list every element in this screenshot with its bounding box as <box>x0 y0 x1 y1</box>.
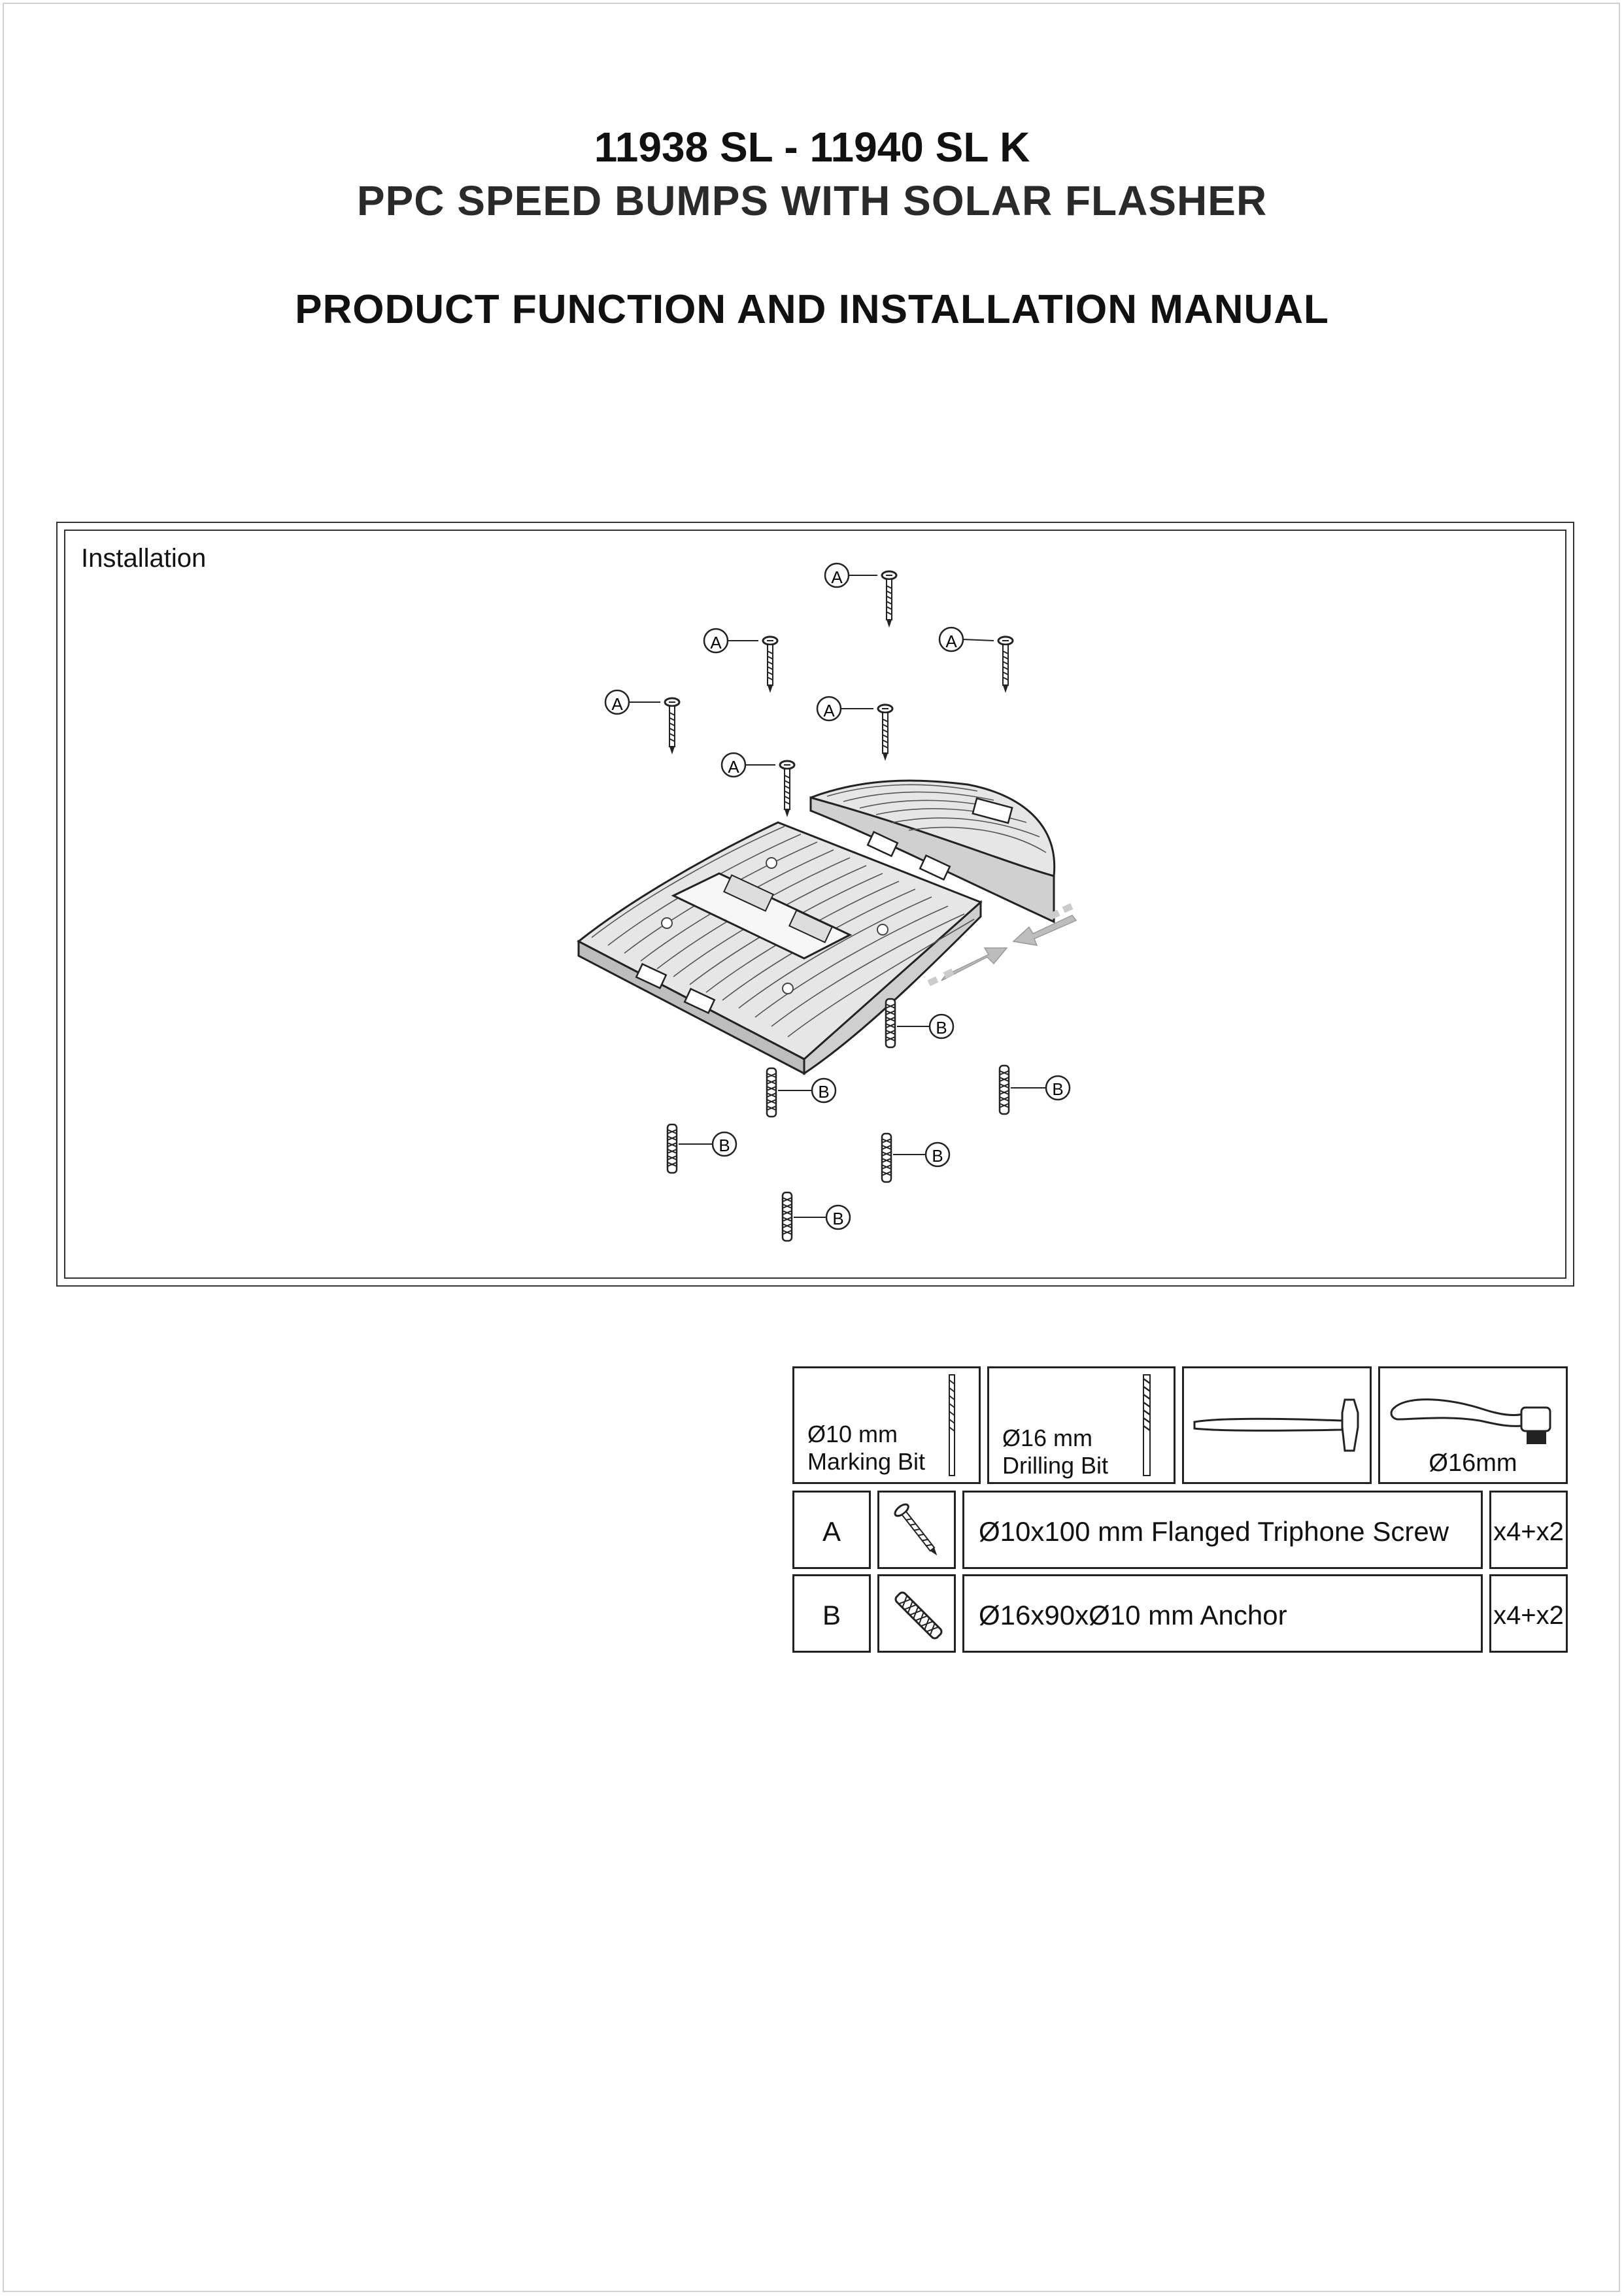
callout-b-text: B <box>719 1136 730 1155</box>
screw-icon <box>780 761 794 817</box>
part-id-cell <box>792 1491 871 1569</box>
manual-title: PRODUCT FUNCTION AND INSTALLATION MANUAL <box>295 287 1329 332</box>
part-id-label: A <box>822 1516 841 1547</box>
ratchet-size-label: Ø16mm <box>1429 1449 1517 1477</box>
screw-icon <box>886 1499 951 1564</box>
part-description: Ø16x90xØ10 mm Anchor <box>979 1600 1287 1630</box>
anchor-icon <box>886 999 895 1047</box>
tool-cell-hammer <box>1182 1366 1372 1484</box>
part-icon-cell <box>877 1491 956 1569</box>
anchor-icon <box>767 1068 776 1117</box>
drill-bit-icon <box>942 1374 962 1478</box>
part-description: Ø10x100 mm Flanged Triphone Screw <box>979 1516 1449 1547</box>
part-description-cell <box>962 1491 1483 1569</box>
callout-a-text: A <box>945 632 957 651</box>
part-qty-cell <box>1489 1574 1568 1653</box>
speed-bump-illustration <box>579 781 1076 1073</box>
anchor-icon <box>886 1583 951 1648</box>
screw-icon <box>763 637 777 693</box>
part-qty: x4+x2 <box>1493 1517 1564 1546</box>
callout-b-text: B <box>932 1146 943 1166</box>
installation-diagram <box>56 522 1574 1287</box>
part-id-label: B <box>822 1600 841 1630</box>
callout-a-text: A <box>611 694 623 714</box>
callout-b-text: B <box>832 1209 844 1228</box>
callout-a-text: A <box>728 757 739 777</box>
screw-icon <box>998 637 1013 693</box>
screw-icon <box>665 698 679 754</box>
tool-name-label: Marking Bit <box>807 1448 926 1475</box>
tool-name-label: Drilling Bit <box>1002 1452 1109 1479</box>
callout-a-text: A <box>710 633 722 652</box>
part-description-cell <box>962 1574 1483 1653</box>
callout-b-text: B <box>936 1018 947 1038</box>
tool-cell-ratchet <box>1378 1366 1568 1484</box>
tool-size-label: Ø16 mm <box>1002 1425 1093 1451</box>
screw-icon <box>878 705 892 761</box>
part-id-cell <box>792 1574 871 1653</box>
part-icon-cell <box>877 1574 956 1653</box>
anchor-icon <box>668 1124 677 1173</box>
tool-cell-marking-bit <box>792 1366 981 1484</box>
anchor-icon <box>1000 1066 1009 1114</box>
screw-a-group <box>605 564 1013 817</box>
part-qty: x4+x2 <box>1493 1601 1564 1630</box>
anchor-icon <box>783 1192 792 1241</box>
callout-a-text: A <box>831 567 843 587</box>
model-number-title: 11938 SL - 11940 SL K <box>594 124 1030 171</box>
callout-b-text: B <box>818 1082 830 1102</box>
part-qty-cell <box>1489 1491 1568 1569</box>
ratchet-wrench-icon <box>1388 1381 1565 1447</box>
anchor-icon <box>882 1134 891 1182</box>
tool-cell-drilling-bit <box>987 1366 1176 1484</box>
hammer-icon <box>1191 1388 1367 1466</box>
installation-label: Installation <box>81 544 207 573</box>
callout-a-text: A <box>823 701 835 720</box>
callout-b-text: B <box>1052 1079 1064 1099</box>
drill-bit-icon <box>1137 1374 1157 1478</box>
screw-icon <box>882 571 896 628</box>
tool-size-label: Ø10 mm <box>807 1421 898 1447</box>
product-name-title: PPC SPEED BUMPS WITH SOLAR FLASHER <box>356 177 1268 224</box>
anchor-b-group <box>668 999 1070 1241</box>
